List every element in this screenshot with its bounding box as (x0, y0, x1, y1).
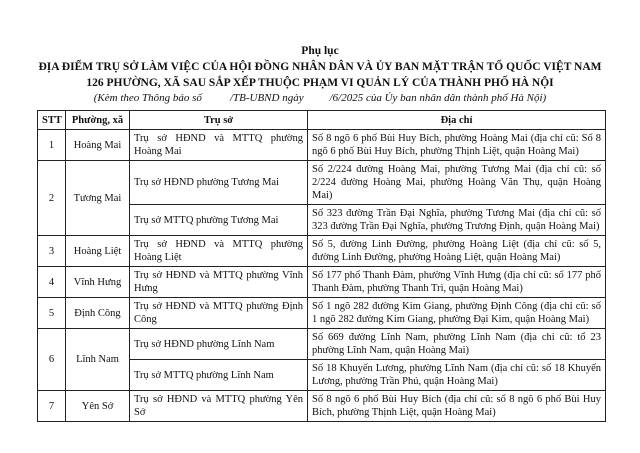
table-row (38, 130, 606, 161)
row-stt: 1 (38, 130, 66, 161)
row-address: Số 1 ngõ 282 đường Kim Giang, phường Định Công (địa chỉ cũ: số 1 ngõ 282 đường Kim Giang, phường Đại Kim, quận Hoàng Mai) (308, 298, 606, 329)
heading-line-2: 126 PHƯỜNG, XÃ SAU SẮP XẾP THUỘC PHẠM VI QUẢN LÝ CỦA THÀNH PHỐ HÀ NỘI (86, 77, 554, 89)
subtitle-part-b: /TB-UBND ngày (229, 92, 304, 104)
row-address: Số 5, đường Linh Đường, phường Hoàng Liệt (địa chỉ cũ: số 5, đường Linh Đường, phường Hoàng Liệt, quận Hoàng Mai) (308, 236, 606, 267)
row-office: Trụ sở HĐND và MTTQ phường Hoàng Mai (130, 130, 308, 161)
table-header-row (38, 111, 606, 130)
row-stt: 2 (38, 161, 66, 236)
column-header-stt: STT (38, 111, 66, 130)
row-stt: 4 (38, 267, 66, 298)
subtitle-part-a: (Kèm theo Thông báo số (93, 92, 202, 104)
row-stt: 7 (38, 391, 66, 422)
row-ward: Yên Sở (66, 391, 130, 422)
row-office: Trụ sở HĐND phường Lĩnh Nam (130, 329, 308, 360)
table-row (38, 391, 606, 422)
table-row (38, 329, 606, 360)
row-address: Số 8 ngõ 6 phố Bùi Huy Bích (địa chỉ cũ: số 8 ngõ 6 phố Bùi Huy Bích, phường Thịnh Liệt, quận Hoàng Mai) (308, 391, 606, 422)
row-address: Số 18 Khuyến Lương, phường Lĩnh Nam (địa chỉ cũ: số 18 Khuyến Lương, phường Trần Phú, quận Hoàng Mai) (308, 360, 606, 391)
row-ward: Hoàng Mai (66, 130, 130, 161)
row-stt: 6 (38, 329, 66, 391)
column-header-address: Địa chỉ (308, 111, 606, 130)
row-office: Trụ sở MTTQ phường Tương Mai (130, 205, 308, 236)
row-address: Số 8 ngõ 6 phố Bùi Huy Bích, phường Hoàng Mai (địa chỉ cũ: Số 8 ngõ 6 phố Bùi Huy Bích, phường Thịnh Liệt, quận Hoàng Mai) (308, 130, 606, 161)
row-office: Trụ sở HĐND phường Tương Mai (130, 161, 308, 205)
row-office: Trụ sở HĐND và MTTQ phường Hoàng Liệt (130, 236, 308, 267)
row-stt: 5 (38, 298, 66, 329)
row-office: Trụ sở HĐND và MTTQ phường Vĩnh Hưng (130, 267, 308, 298)
table-row (38, 298, 606, 329)
row-office: Trụ sở MTTQ phường Lĩnh Nam (130, 360, 308, 391)
column-header-ward: Phường, xã (66, 111, 130, 130)
heading-line-1: ĐỊA ĐIỂM TRỤ SỞ LÀM VIỆC CỦA HỘI ĐỒNG NHÂN DÂN VÀ ỦY BAN MẶT TRẬN TỔ QUỐC VIỆT NAM (38, 61, 602, 73)
subtitle-part-c: /6/2025 của Ủy ban nhân dân thành phố Hà Nội) (329, 92, 547, 104)
table-row (38, 236, 606, 267)
row-address: Số 323 đường Trần Đại Nghĩa, phường Tương Mai (địa chỉ cũ: số 323 đường Trần Đại Nghĩa, phường Trương Định, quận Hoàng Mai) (308, 205, 606, 236)
column-header-office: Trụ sở (130, 111, 308, 130)
row-ward: Vĩnh Hưng (66, 267, 130, 298)
document-header (0, 43, 640, 106)
heading-subtitle (0, 91, 640, 106)
office-table (37, 110, 606, 422)
row-address: Số 2/224 đường Hoàng Mai, phường Tương Mai (địa chỉ cũ: số 2/224 đường Hoàng Mai, phường Hoàng Văn Thụ, quận Hoàng Mai) (308, 161, 606, 205)
appendix-title: Phụ lục (301, 45, 339, 57)
row-office: Trụ sở HĐND và MTTQ phường Yên Sở (130, 391, 308, 422)
row-ward: Định Công (66, 298, 130, 329)
row-ward: Hoàng Liệt (66, 236, 130, 267)
row-ward: Lĩnh Nam (66, 329, 130, 391)
row-address: Số 669 đường Lĩnh Nam, phường Lĩnh Nam (địa chỉ cũ: tổ 23 phường Lĩnh Nam, quận Hoàng Mai) (308, 329, 606, 360)
table-row (38, 161, 606, 205)
row-office: Trụ sở HĐND và MTTQ phường Định Công (130, 298, 308, 329)
row-address: Số 177 phố Thanh Đàm, phường Vĩnh Hưng (địa chỉ cũ: số 177 phố Thanh Đàm, phường Thanh Trì, quận Hoàng Mai) (308, 267, 606, 298)
row-ward: Tương Mai (66, 161, 130, 236)
table-row (38, 267, 606, 298)
row-stt: 3 (38, 236, 66, 267)
